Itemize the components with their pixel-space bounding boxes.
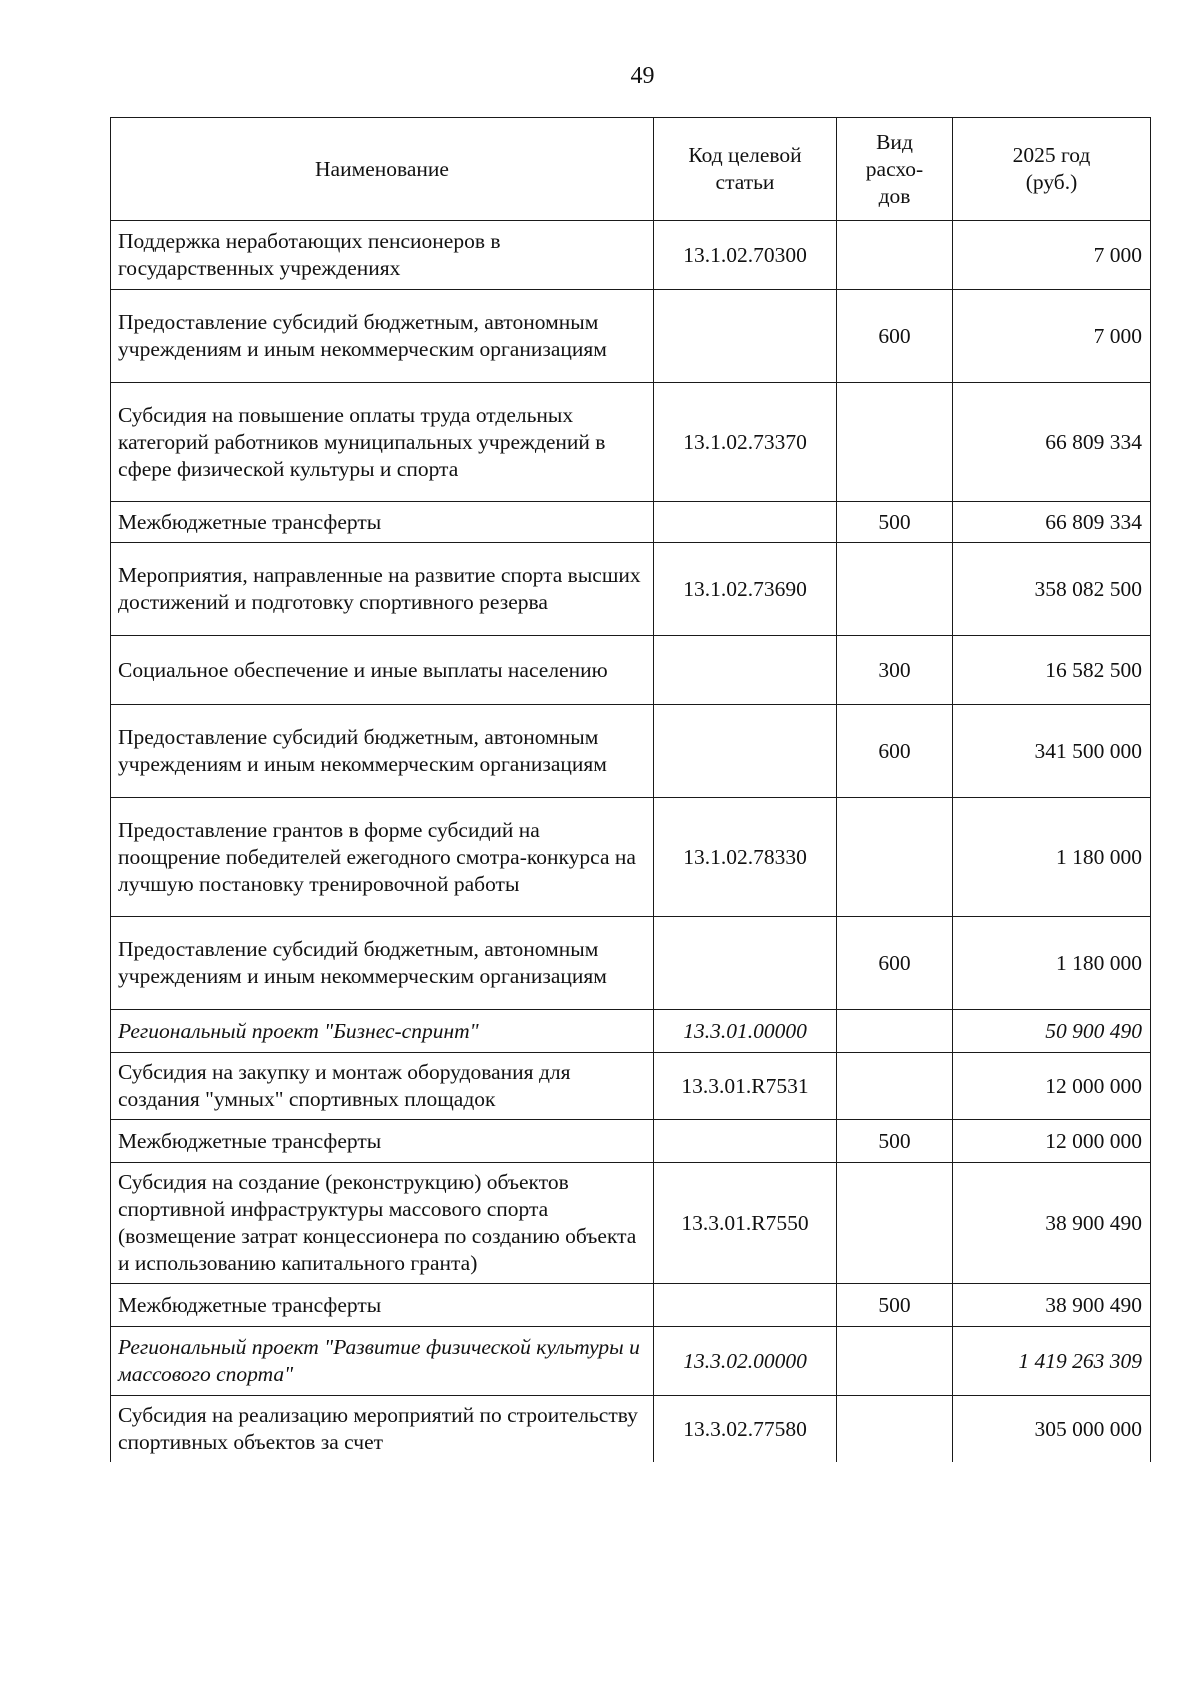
table-row [111,636,1151,705]
cell-amount: 50 900 490 [953,1010,1151,1053]
cell-code [654,1284,837,1327]
cell-name: Региональный проект "Развитие физической культуры и массового спорта" [111,1327,654,1396]
page-number: 49 [630,63,655,89]
cell-code: 13.1.02.73370 [654,383,837,502]
cell-code: 13.3.01.R7550 [654,1163,837,1284]
header-code: Код целевой статьи [654,118,837,221]
cell-kind [837,1396,953,1463]
cell-name: Субсидия на повышение оплаты труда отдельных категорий работников муниципальных учреждений в сфере физической культуры и спорта [111,383,654,502]
cell-amount: 305 000 000 [953,1396,1151,1463]
cell-code: 13.3.02.77580 [654,1396,837,1463]
cell-name: Субсидия на создание (реконструкцию) объектов спортивной инфраструктуры массового спорта (возмещение затрат концессионера по созданию объекта и использованию капитального гранта) [111,1163,654,1284]
cell-amount: 1 180 000 [953,917,1151,1010]
cell-code [654,1120,837,1163]
cell-name: Предоставление субсидий бюджетным, автономным учреждениям и иным некоммерческим организациям [111,917,654,1010]
cell-amount: 7 000 [953,221,1151,290]
cell-name: Межбюджетные трансферты [111,502,654,543]
budget-table [110,117,1151,1462]
table-header-row [111,118,1151,221]
cell-amount: 1 419 263 309 [953,1327,1151,1396]
cell-kind [837,1010,953,1053]
header-kind: Вид расхо-дов [837,118,953,221]
cell-kind: 500 [837,1284,953,1327]
cell-code [654,502,837,543]
cell-amount: 16 582 500 [953,636,1151,705]
cell-name: Социальное обеспечение и иные выплаты населению [111,636,654,705]
table-row [111,1284,1151,1327]
cell-name: Региональный проект "Бизнес-спринт" [111,1010,654,1053]
cell-amount: 38 900 490 [953,1163,1151,1284]
cell-code: 13.1.02.78330 [654,798,837,917]
cell-amount: 66 809 334 [953,383,1151,502]
table-row [111,798,1151,917]
cell-name: Поддержка неработающих пенсионеров в государственных учреждениях [111,221,654,290]
cell-amount: 341 500 000 [953,705,1151,798]
cell-kind: 500 [837,502,953,543]
table-row [111,221,1151,290]
cell-kind: 600 [837,705,953,798]
table-row [111,917,1151,1010]
cell-name: Предоставление субсидий бюджетным, автономным учреждениям и иным некоммерческим организациям [111,705,654,798]
cell-kind [837,383,953,502]
cell-code [654,290,837,383]
cell-amount: 7 000 [953,290,1151,383]
cell-kind: 300 [837,636,953,705]
cell-name: Субсидия на реализацию мероприятий по строительству спортивных объектов за счет [111,1396,654,1463]
cell-name: Предоставление грантов в форме субсидий на поощрение победителей ежегодного смотра-конкурса на лучшую постановку тренировочной работы [111,798,654,917]
cell-kind: 500 [837,1120,953,1163]
cell-kind: 600 [837,290,953,383]
cell-kind [837,1163,953,1284]
cell-name: Межбюджетные трансферты [111,1120,654,1163]
cell-name: Предоставление субсидий бюджетным, автономным учреждениям и иным некоммерческим организациям [111,290,654,383]
cell-amount: 12 000 000 [953,1120,1151,1163]
cell-amount: 66 809 334 [953,502,1151,543]
cell-kind: 600 [837,917,953,1010]
table-body [111,221,1151,1463]
table-row [111,1396,1151,1463]
cell-amount: 38 900 490 [953,1284,1151,1327]
cell-amount: 358 082 500 [953,543,1151,636]
table-row [111,290,1151,383]
cell-name: Мероприятия, направленные на развитие спорта высших достижений и подготовку спортивного резерва [111,543,654,636]
header-name: Наименование [111,118,654,221]
table-row [111,543,1151,636]
cell-kind [837,1053,953,1120]
cell-code: 13.3.02.00000 [654,1327,837,1396]
cell-kind [837,543,953,636]
header-amount: 2025 год (руб.) [953,118,1151,221]
cell-code [654,705,837,798]
cell-code: 13.1.02.70300 [654,221,837,290]
cell-code: 13.3.01.R7531 [654,1053,837,1120]
cell-kind [837,798,953,917]
table-row-project [111,1010,1151,1053]
cell-name: Межбюджетные трансферты [111,1284,654,1327]
cell-code: 13.3.01.00000 [654,1010,837,1053]
table-row [111,705,1151,798]
table-row [111,502,1151,543]
table-row [111,1163,1151,1284]
cell-amount: 1 180 000 [953,798,1151,917]
table-row [111,1053,1151,1120]
cell-code: 13.1.02.73690 [654,543,837,636]
cell-code [654,917,837,1010]
cell-code [654,636,837,705]
cell-amount: 12 000 000 [953,1053,1151,1120]
cell-name: Субсидия на закупку и монтаж оборудования для создания "умных" спортивных площадок [111,1053,654,1120]
table-row [111,1120,1151,1163]
table-row [111,383,1151,502]
cell-kind [837,1327,953,1396]
table-row-project [111,1327,1151,1396]
cell-kind [837,221,953,290]
